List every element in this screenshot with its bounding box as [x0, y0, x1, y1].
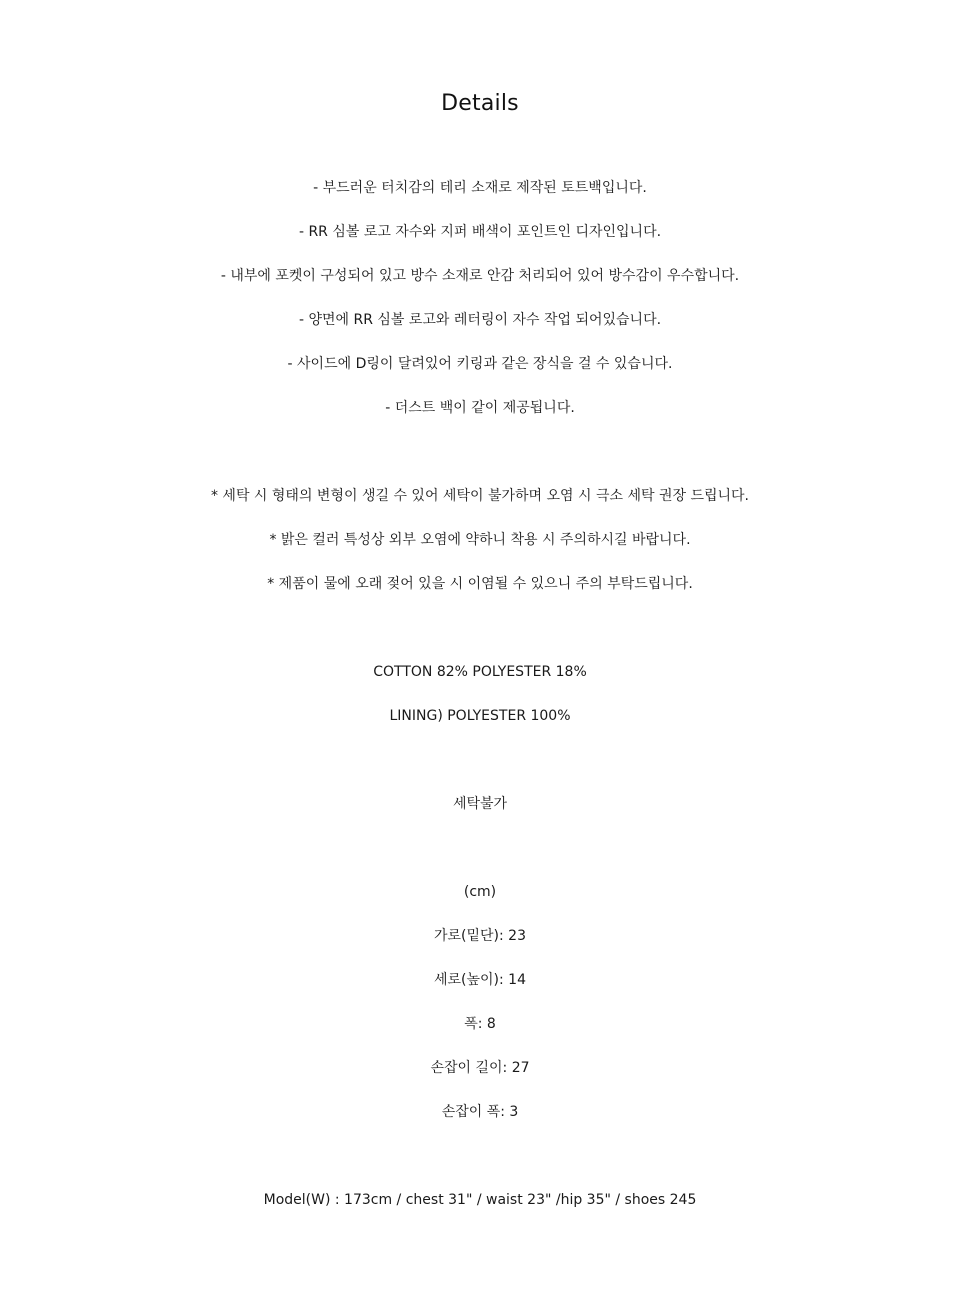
size-unit: (cm) — [463, 884, 497, 900]
size-item: 가로(밑단): 23 — [433, 928, 526, 944]
size-item: 손잡이 길이: 27 — [430, 1060, 530, 1076]
caution-line: * 밝은 컬러 특성상 외부 오염에 약하니 착용 시 주의하시길 바랍니다. — [269, 532, 691, 548]
caution-line: * 세탁 시 형태의 변형이 생길 수 있어 세탁이 불가하며 오염 시 극소 세탁 권장 드립니다. — [210, 488, 750, 504]
feature-line: - 내부에 포켓이 구성되어 있고 방수 소재로 안감 처리되어 있어 방수감이 우수합니다. — [220, 268, 740, 284]
size-item: 손잡이 폭: 3 — [441, 1104, 519, 1120]
model-info: Model(W) : 173cm / chest 31" / waist 23" /hip 35" / shoes 245 — [263, 1192, 697, 1208]
material-lining-line: LINING) POLYESTER 100% — [389, 708, 571, 724]
size-item: 세로(높이): 14 — [433, 972, 526, 988]
size-item: 폭: 8 — [464, 1016, 496, 1032]
care-instruction: 세탁불가 — [452, 796, 508, 812]
feature-line: - RR 심볼 로고 자수와 지퍼 배색이 포인트인 디자인입니다. — [298, 224, 662, 240]
feature-line: - 양면에 RR 심볼 로고와 레터링이 자수 작업 되어있습니다. — [298, 312, 662, 328]
page-title: Details — [441, 91, 519, 116]
feature-line: - 사이드에 D링이 달려있어 키링과 같은 장식을 걸 수 있습니다. — [287, 356, 673, 372]
caution-line: * 제품이 물에 오래 젖어 있을 시 이염될 수 있으니 주의 부탁드립니다. — [267, 576, 693, 592]
feature-line: - 더스트 백이 같이 제공됩니다. — [385, 400, 575, 416]
feature-line: - 부드러운 터치감의 테리 소재로 제작된 토트백입니다. — [313, 180, 647, 196]
material-line: COTTON 82% POLYESTER 18% — [373, 664, 587, 680]
